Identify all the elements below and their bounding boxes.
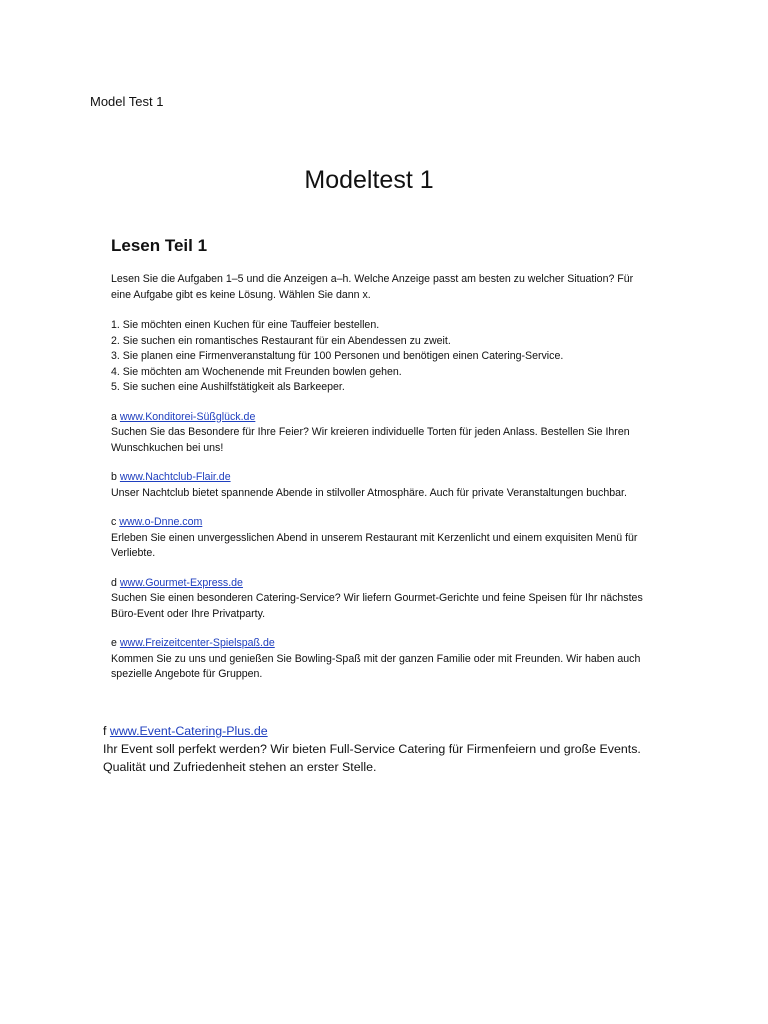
ad-a — [111, 410, 651, 457]
ad-link[interactable]: www.Nachtclub-Flair.de — [119, 471, 231, 483]
ad-letter: d — [111, 576, 117, 589]
ad-link[interactable]: www.Konditorei-Süßglück.de — [119, 410, 256, 423]
ad-link[interactable]: www.o-Dnne.com — [119, 516, 203, 528]
instructions: Lesen Sie die Aufgaben 1–5 und die Anzeigen a–h. Welche Anzeige passt am besten zu welcher Situation? Für eine Aufgabe gibt es keine Lösung. Wählen Sie dann x. — [111, 273, 634, 301]
ad-link[interactable]: www.Freizeitcenter-Spielspaß.de — [119, 637, 275, 649]
ad-text: Suchen Sie das Besondere für Ihre Feier? Wir kreieren individuelle Torten für jeden Anlass. Bestellen Sie Ihren Wunschkuchen bei uns! — [111, 426, 630, 454]
ad-link[interactable]: www.Event-Catering-Plus.de — [109, 724, 268, 738]
task-item: 2. Sie suchen ein romantisches Restaurant für ein Abendessen zu zweit. — [111, 334, 451, 347]
ad-e — [111, 636, 651, 683]
ad-text: Kommen Sie zu uns und genießen Sie Bowling-Spaß mit der ganzen Familie oder mit Freunden. Wir haben auch spezielle Angebote für Gruppen. — [111, 652, 641, 680]
ad-text: Suchen Sie einen besonderen Catering-Service? Wir liefern Gourmet-Gerichte und feine Speisen für Ihr nächstes Büro-Event oder Ihre Privatparty. — [111, 592, 643, 620]
ad-letter: a — [111, 410, 117, 423]
ad-letter: e — [111, 637, 117, 649]
section-heading: Lesen Teil 1 — [111, 236, 208, 255]
ad-f — [103, 722, 663, 776]
page-title: Modeltest 1 — [304, 166, 434, 194]
task-item: 1. Sie möchten einen Kuchen für eine Tauffeier bestellen. — [111, 319, 380, 331]
task-item: 4. Sie möchten am Wochenende mit Freunden bowlen gehen. — [111, 365, 402, 378]
ad-link[interactable]: www.Gourmet-Express.de — [119, 576, 243, 589]
task-item: 5. Sie suchen eine Aushilfstätigkeit als Barkeeper. — [111, 381, 345, 393]
ad-letter: b — [111, 471, 117, 483]
main-content — [111, 236, 651, 697]
header-note: Model Test 1 — [90, 94, 164, 109]
ad-text: Ihr Event soll perfekt werden? Wir bieten Full-Service Catering für Firmenfeiern und große Events. Qualität und Zufriedenheit stehen an erster Stelle. — [103, 742, 641, 774]
ad-letter: f — [103, 724, 107, 738]
task-item: 3. Sie planen eine Firmenveranstaltung für 100 Personen und benötigen einen Catering-Service. — [111, 350, 564, 362]
ad-text: Unser Nachtclub bietet spannende Abende in stilvoller Atmosphäre. Auch für private Veranstaltungen buchbar. — [111, 486, 627, 499]
ad-letter: c — [111, 516, 117, 528]
task-list — [111, 318, 651, 396]
ad-d — [111, 576, 651, 623]
ad-text: Erleben Sie einen unvergesslichen Abend in unserem Restaurant mit Kerzenlicht und einem exquisiten Menü für Verliebte. — [111, 531, 638, 559]
ad-c — [111, 515, 651, 562]
ad-b — [111, 470, 651, 501]
